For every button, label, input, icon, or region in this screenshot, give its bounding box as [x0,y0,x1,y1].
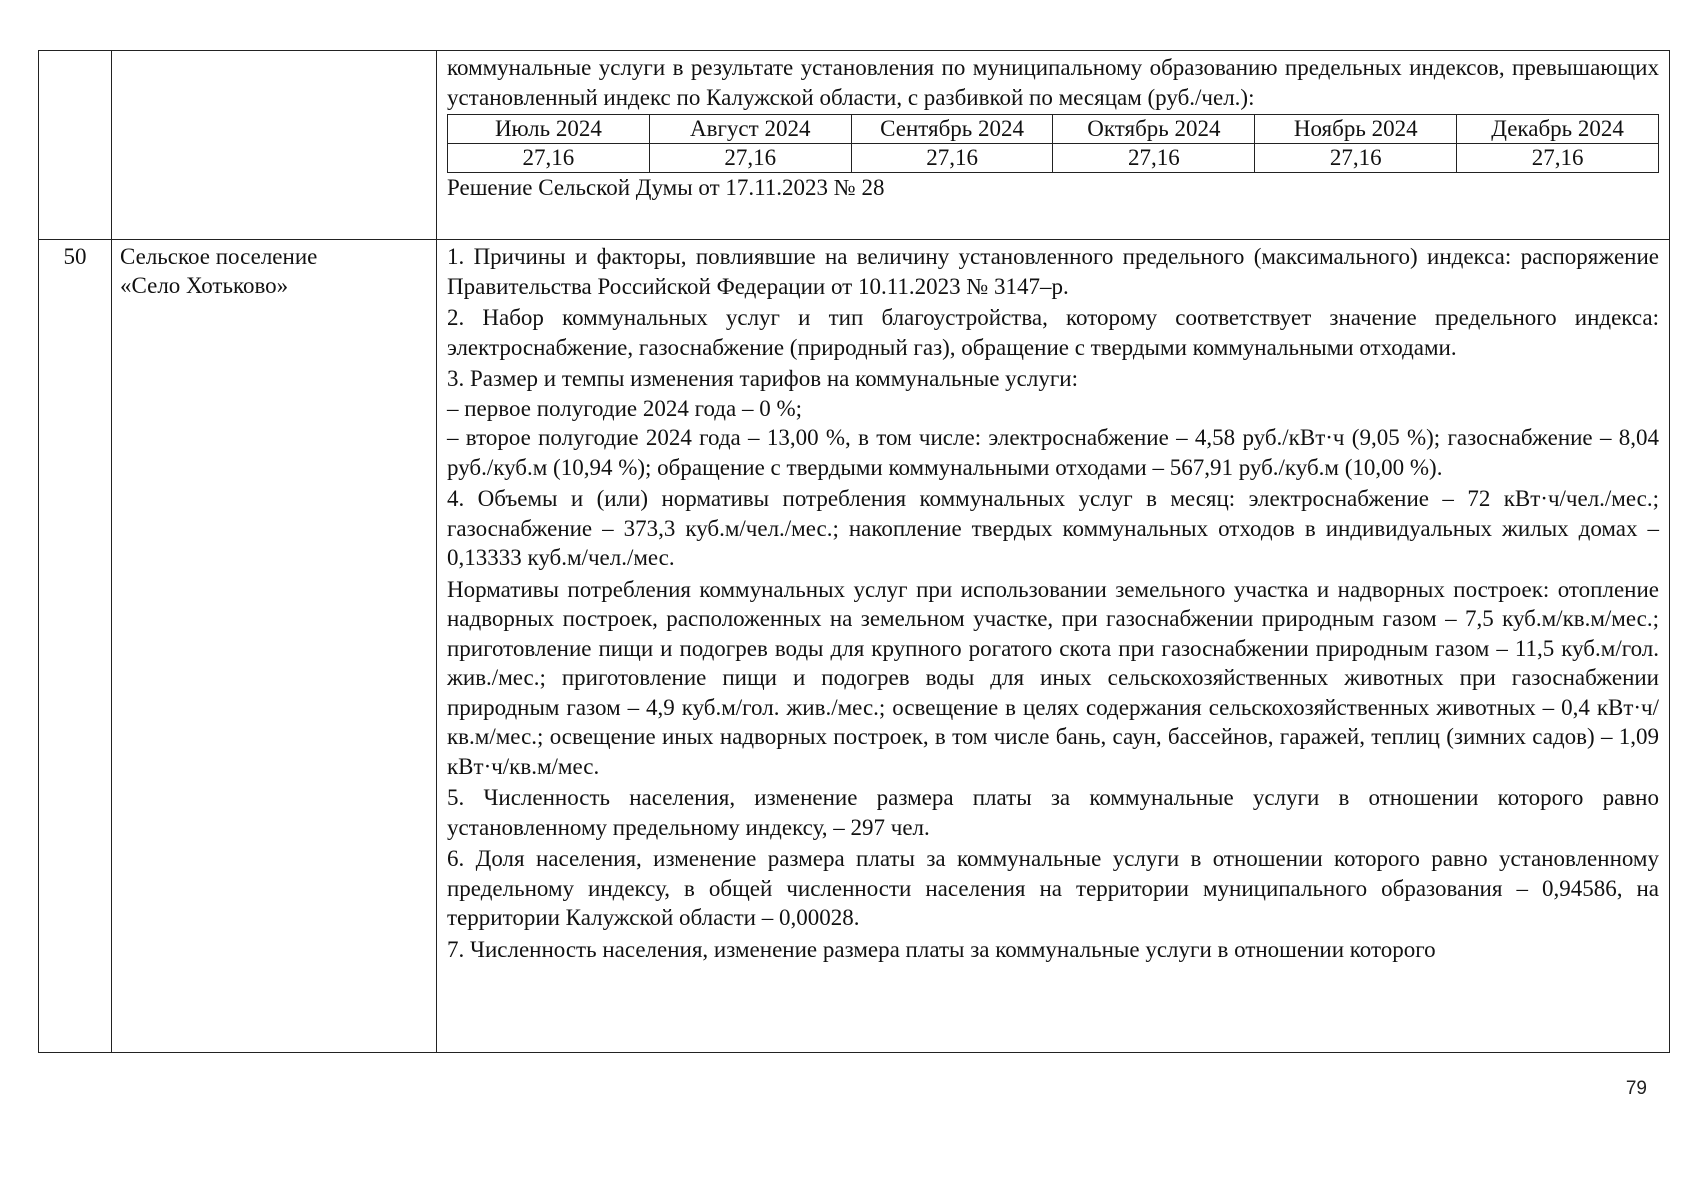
municipal-index-table [38,50,1670,1053]
paragraph-2: 2. Набор коммунальных услуг и тип благоустройства, которому соответствует значение предельного индекса: электроснабжение, газоснабжение (природный газ), обращение с твердыми коммунальными отходами. [447,305,1659,360]
month-label: Август 2024 [649,115,851,144]
content-cell [437,51,1670,240]
paragraph-4b: Нормативы потребления коммунальных услуг при использовании земельного участка и надворных построек: отопление надворных построек, расположенных на земельном участке, при газоснабжении природным газом – 7,5 куб.м/кв.м/мес.; приготовление пищи и подогрев воды для крупного рогатого скота при газоснабжении природным газом – 11,5 куб.м/гол. жив./мес.; приготовление пищи и подогрев воды для иных сельскохозяйственных животных при газоснабжении природным газом – 4,9 куб.м/гол. жив./мес.; освещение в целях содержания сельскохозяйственных животных – 0,4 кВт·ч/кв.м/мес.; освещение иных надворных построек, в том числе бань, саун, бассейнов, гаражей, теплиц (зимних садов) – 1,09 кВт·ч/кв.м/мес. [447,576,1659,779]
paragraph-3a: – первое полугодие 2024 года – 0 %; [447,395,803,421]
settlement-name-line1: Сельское поселение [120,244,318,269]
table-row [39,240,1670,1053]
values-row [448,144,1659,173]
month-value: 27,16 [448,144,650,173]
month-value: 27,16 [1457,144,1659,173]
name-cell [112,51,437,240]
paragraph-1: 1. Причины и факторы, повлиявшие на величину установленного предельного (максимального) индекса: распоряжение Правительства Российской Федерации от 10.11.2023 № 3147–р. [447,244,1659,299]
table-row [39,51,1670,240]
paragraph-6: 6. Доля населения, изменение размера платы за коммунальные услуги в отношении которого равно установленному предельному индексу, в общей численности населения на территории муниципального образования – 0,94586, на территории Калужской области – 0,00028. [447,846,1659,930]
number-cell [39,240,112,1053]
decision-text: Решение Сельской Думы от 17.11.2023 № 28 [447,175,885,200]
settlement-name-line2: «Село Хотьково» [120,273,289,298]
months-header-row [448,115,1659,144]
paragraph-4: 4. Объемы и (или) нормативы потребления коммунальных услуг в месяц: электроснабжение – 72 кВт·ч/чел./мес.; газоснабжение – 373,3 куб.м/чел./мес.; накопление твердых коммунальных отходов в индивидуальных жилых домах – 0,13333 куб.м/чел./мес. [447,486,1659,570]
intro-text: коммунальные услуги в результате установления по муниципальному образованию предельных индексов, превышающих установленный индекс по Калужской области, с разбивкой по месяцам (руб./чел.): [447,55,1659,110]
month-label: Декабрь 2024 [1457,115,1659,144]
month-value: 27,16 [1053,144,1255,173]
monthly-values-table [447,114,1659,173]
month-value: 27,16 [1255,144,1457,173]
row-number: 50 [63,244,87,269]
paragraph-3b: – второе полугодие 2024 года – 13,00 %, в том числе: электроснабжение – 4,58 руб./кВт·ч (9,05 %); газоснабжение – 8,04 руб./куб.м (10,94 %); обращение с твердыми коммунальными отходами – 567,91 руб./куб.м (10,00 %). [447,425,1659,480]
name-cell [112,240,437,1053]
number-cell [39,51,112,240]
month-label: Июль 2024 [448,115,650,144]
month-label: Октябрь 2024 [1053,115,1255,144]
month-label: Ноябрь 2024 [1255,115,1457,144]
month-value: 27,16 [649,144,851,173]
month-label: Сентябрь 2024 [851,115,1053,144]
content-cell [437,240,1670,1053]
paragraph-7: 7. Численность населения, изменение размера платы за коммунальные услуги в отношении которого [447,936,1436,962]
month-value: 27,16 [851,144,1053,173]
paragraph-3: 3. Размер и темпы изменения тарифов на коммунальные услуги: [447,366,1078,391]
paragraph-5: 5. Численность населения, изменение размера платы за коммунальные услуги в отношении которого равно установленному предельному индексу, – 297 чел. [447,785,1659,840]
page-number: 79 [1625,1078,1647,1099]
